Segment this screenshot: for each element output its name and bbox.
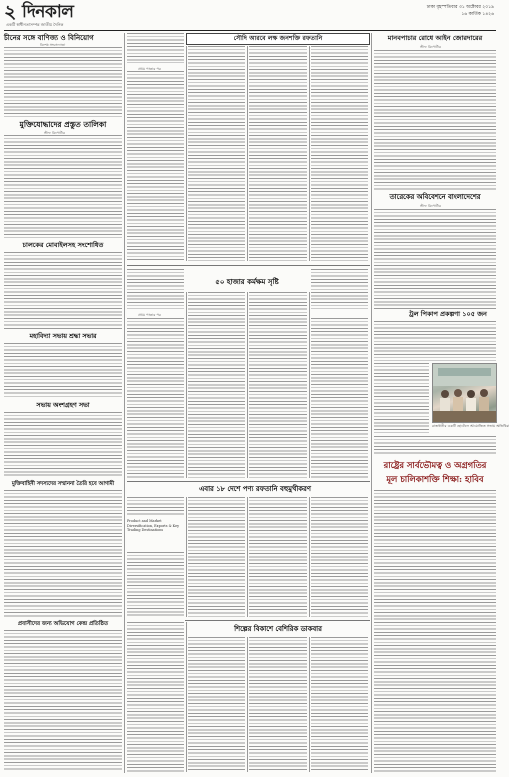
article-text [4, 490, 122, 618]
continuation-label: প্রথম পাতার পর [138, 313, 161, 317]
headline-18-countries: এবার ১৮ দেশে পণ্য রফতানি বহুমুখীকরণ [199, 485, 311, 493]
column-rule [186, 46, 187, 261]
newspaper-name: দিনকাল [22, 2, 74, 22]
col1-headline-3: চালকের মোবাইলসহ সংশোধিত [22, 241, 104, 249]
masthead-rule [4, 30, 496, 31]
article-text [4, 630, 122, 770]
article-text [188, 637, 245, 772]
section-rule [185, 620, 370, 621]
article-text [311, 637, 368, 772]
lead-headline [374, 458, 496, 486]
column-rule [124, 33, 125, 773]
article-text [374, 436, 496, 454]
english-quote: Product and Market Diversification, Exports & Key Trading Destinations [127, 519, 180, 533]
article-text [374, 490, 496, 772]
column-rule [309, 46, 310, 261]
article-text [127, 318, 184, 478]
article-text [374, 209, 496, 309]
article-text [249, 292, 307, 478]
article-text [4, 343, 122, 399]
article-text [4, 252, 122, 330]
article-text [374, 321, 496, 361]
column-rule [247, 637, 248, 772]
article-text [188, 46, 245, 261]
photo-caption: রাজধানীর একটি হোটেলে আয়োজিত সভায় অতিথিরা [432, 424, 509, 428]
col1-headline-2: মুক্তিযোদ্ধাদের প্রস্তুত তালিকা [19, 120, 107, 129]
section-rule [127, 481, 370, 482]
masthead-tagline: একটি স্বাধীনতাসম্পন্ন জাতীয় দৈনিক [6, 22, 64, 27]
issue-info [427, 4, 494, 18]
article-text [127, 622, 184, 772]
column-rule [309, 292, 310, 478]
article-text [4, 135, 122, 239]
column-rule [247, 497, 248, 617]
col1-byline-2: স্টাফ রিপোর্টার [44, 131, 65, 135]
col4-headline-1: মানবপাচার রোধে আইন জোরদারের [387, 34, 483, 42]
article-text [127, 552, 184, 616]
headline-industry: শিল্পের বিকাশে বেশিরিক ডাকবার [234, 625, 322, 633]
continuation-label: প্রথম পাতার পর [138, 67, 161, 71]
column-rule [186, 497, 187, 617]
col1-headline-6: মুক্তিবাহিনী সদস্যদের সম্মাননা তৈরি হবে আগামী [11, 481, 115, 487]
column-rule [186, 622, 187, 772]
article-text [4, 412, 122, 478]
article-text [127, 33, 184, 63]
headline-50k: ৫০ হাজার কর্মক্ষম সৃষ্টি [215, 277, 279, 286]
box-headline-saudi: সৌদি আরবে লক্ষ জনশক্তি রফতানি [186, 33, 370, 45]
article-text [311, 318, 368, 478]
photo-scene [433, 364, 496, 422]
article-text [249, 637, 307, 772]
section-rule [127, 265, 370, 266]
column-rule [186, 292, 187, 478]
col1-headline-5: সভায় অংশগ্রহণ সভা [36, 402, 90, 409]
article-text [249, 497, 307, 617]
article-text [4, 47, 122, 117]
article-text [311, 269, 368, 309]
article-text [311, 46, 368, 261]
article-text [127, 71, 184, 261]
col4-byline-1: স্টাফ রিপোর্টার [420, 45, 441, 49]
issue-date: ঢাকা বৃহস্পতিবার ৩১ অক্টোবর ২০১৯ [426, 5, 494, 10]
column-rule [309, 497, 310, 617]
col1-headline-4: মহাবিদ্যা সভায় শ্রদ্ধা সভার [29, 333, 97, 340]
article-text [374, 50, 496, 190]
col1-headline-7: প্রবাসীদের জন্য অভিযোগ কেন্দ্র প্রতিষ্ঠিত [17, 621, 109, 627]
issue-date-bangla: ১৬ কার্তিক ১৪২৬ [461, 12, 494, 17]
column-rule [247, 292, 248, 478]
column-rule [371, 33, 372, 773]
col1-byline-1: বিশেষ সংবাদদাতা [40, 43, 66, 47]
col4-headline-2: তারেকের অবিবেশনে বাংলাদেশের [389, 193, 481, 201]
article-text [311, 497, 368, 617]
lead-headline-line1: রাষ্ট্রের সার্বভৌমত্ব ও অগ্রগতির [383, 460, 487, 470]
col1-headline-1: চীনের সঙ্গে বাণিজ্য ও বিনিয়োগ [4, 33, 94, 42]
article-text [127, 269, 184, 309]
article-text [249, 46, 307, 261]
article-text [188, 292, 245, 478]
col4-byline-2: স্টাফ রিপোর্টার [420, 204, 441, 208]
col4-headline-3: ট্রল পিকাপ প্রকল্পণা ১০৫ জন [409, 310, 487, 318]
article-text [188, 497, 245, 617]
page-number: ২ [4, 1, 17, 23]
column-rule [247, 46, 248, 261]
news-photo [432, 363, 497, 423]
article-text [127, 497, 184, 517]
article-text [374, 363, 429, 433]
lead-headline-line2: মূল চালিকাশক্তি শিক্ষা: হাবিব [386, 474, 484, 484]
column-rule [309, 637, 310, 772]
